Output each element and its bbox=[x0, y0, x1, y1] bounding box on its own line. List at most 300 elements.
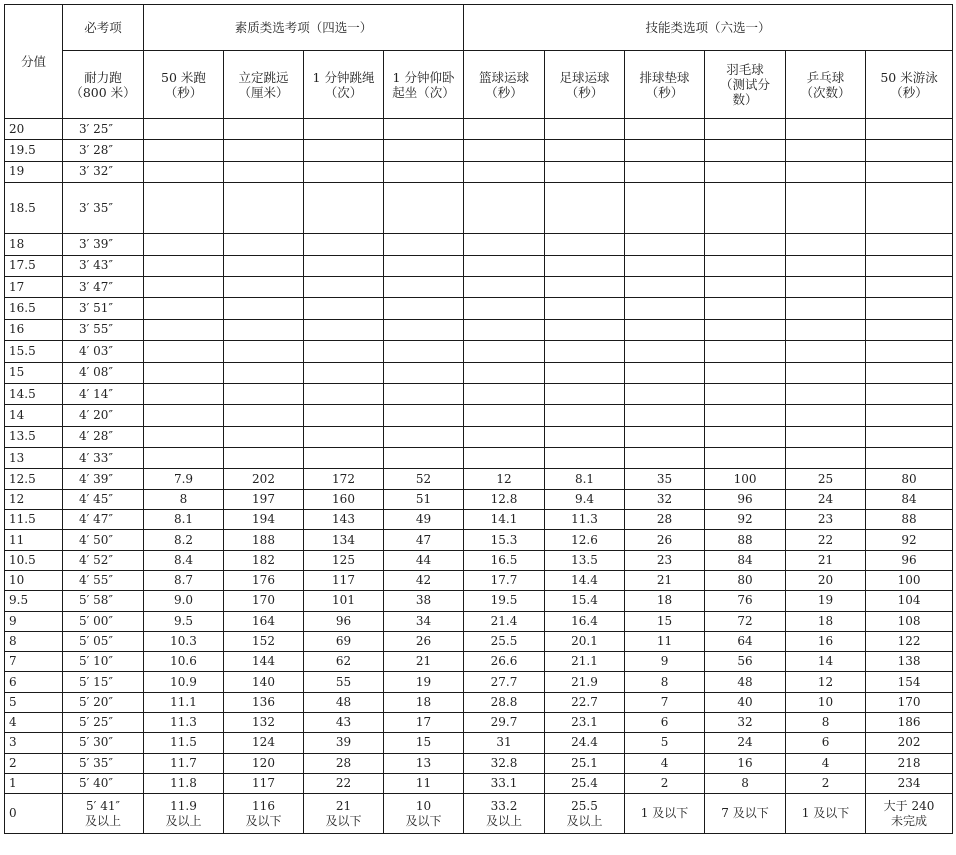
value-cell-table-tennis bbox=[786, 234, 866, 255]
value-cell-sit-ups: 26 bbox=[384, 631, 464, 651]
value-cell-volleyball-bump bbox=[625, 319, 705, 340]
value-cell-volleyball-bump: 21 bbox=[625, 570, 705, 590]
score-cell: 0 bbox=[5, 794, 63, 834]
value-cell-football-dribble bbox=[545, 255, 625, 276]
value-cell-badminton bbox=[705, 140, 786, 161]
value-cell-basketball-dribble: 12.8 bbox=[464, 489, 545, 509]
value-cell-football-dribble bbox=[545, 298, 625, 319]
value-cell-basketball-dribble bbox=[464, 140, 545, 161]
value-cell-standing-long-jump: 124 bbox=[224, 733, 304, 753]
skill-group-header: 技能类选项（六选一） bbox=[464, 5, 953, 51]
table-row bbox=[5, 426, 953, 447]
table-row bbox=[5, 510, 953, 530]
column-header-line: 篮球运球 bbox=[479, 69, 530, 85]
value-cell-badminton: 80 bbox=[705, 570, 786, 590]
score-cell: 9.5 bbox=[5, 591, 63, 611]
value-cell-swimming-50m bbox=[866, 341, 953, 362]
table-row bbox=[5, 234, 953, 255]
value-cell-swimming-50m: 138 bbox=[866, 652, 953, 672]
value-cell-standing-long-jump: 120 bbox=[224, 753, 304, 773]
value-cell-basketball-dribble bbox=[464, 319, 545, 340]
table-row bbox=[5, 794, 953, 834]
column-header-line: 起坐（次） bbox=[392, 84, 455, 100]
column-header-line: 50 米跑 bbox=[161, 69, 206, 85]
value-cell-basketball-dribble bbox=[464, 794, 545, 834]
value-cell-jump-rope bbox=[304, 161, 384, 182]
value-cell-table-tennis: 25 bbox=[786, 469, 866, 489]
value-cell-badminton bbox=[705, 319, 786, 340]
value-cell-jump-rope: 117 bbox=[304, 570, 384, 590]
value-cell-dash-50m bbox=[144, 119, 224, 140]
value-cell-sit-ups: 34 bbox=[384, 611, 464, 631]
score-cell: 6 bbox=[5, 672, 63, 692]
value-cell-swimming-50m: 80 bbox=[866, 469, 953, 489]
cell-line: 116 bbox=[252, 798, 275, 813]
value-cell-table-tennis: 8 bbox=[786, 713, 866, 733]
column-header-row bbox=[5, 51, 953, 119]
table-row bbox=[5, 362, 953, 383]
value-cell-badminton bbox=[705, 161, 786, 182]
value-cell-sit-ups bbox=[384, 341, 464, 362]
value-cell-dash-50m: 7.9 bbox=[144, 469, 224, 489]
value-cell-swimming-50m bbox=[866, 448, 953, 469]
endurance-run-cell: 3′ 35″ bbox=[63, 183, 144, 234]
value-cell-standing-long-jump bbox=[224, 341, 304, 362]
value-cell-standing-long-jump bbox=[224, 426, 304, 447]
value-cell-basketball-dribble: 29.7 bbox=[464, 713, 545, 733]
value-cell-standing-long-jump bbox=[224, 405, 304, 426]
score-cell: 12.5 bbox=[5, 469, 63, 489]
value-cell-dash-50m bbox=[144, 298, 224, 319]
table-row bbox=[5, 753, 953, 773]
value-cell-jump-rope: 69 bbox=[304, 631, 384, 651]
table-row bbox=[5, 405, 953, 426]
value-cell-volleyball-bump bbox=[625, 341, 705, 362]
value-cell-badminton bbox=[705, 234, 786, 255]
value-cell-badminton bbox=[705, 794, 786, 834]
value-cell-volleyball-bump: 9 bbox=[625, 652, 705, 672]
table-body bbox=[5, 119, 953, 834]
value-cell-basketball-dribble bbox=[464, 341, 545, 362]
value-cell-jump-rope: 28 bbox=[304, 753, 384, 773]
value-cell-standing-long-jump bbox=[224, 140, 304, 161]
endurance-run-cell: 4′ 28″ bbox=[63, 426, 144, 447]
value-cell-volleyball-bump bbox=[625, 234, 705, 255]
value-cell-dash-50m: 11.3 bbox=[144, 713, 224, 733]
value-cell-dash-50m bbox=[144, 319, 224, 340]
endurance-run-cell: 4′ 33″ bbox=[63, 448, 144, 469]
value-cell-volleyball-bump bbox=[625, 448, 705, 469]
value-cell-dash-50m bbox=[144, 183, 224, 234]
value-cell-sit-ups: 15 bbox=[384, 733, 464, 753]
endurance-run-cell: 3′ 43″ bbox=[63, 255, 144, 276]
value-cell-volleyball-bump: 28 bbox=[625, 510, 705, 530]
value-cell-sit-ups bbox=[384, 298, 464, 319]
value-cell-volleyball-bump: 6 bbox=[625, 713, 705, 733]
score-cell: 19.5 bbox=[5, 140, 63, 161]
value-cell-football-dribble: 22.7 bbox=[545, 692, 625, 712]
value-cell-volleyball-bump bbox=[625, 405, 705, 426]
endurance-run-cell: 4′ 08″ bbox=[63, 362, 144, 383]
value-cell-volleyball-bump bbox=[625, 140, 705, 161]
value-cell-jump-rope bbox=[304, 426, 384, 447]
value-cell-volleyball-bump bbox=[625, 161, 705, 182]
value-cell-basketball-dribble bbox=[464, 298, 545, 319]
column-header-line: 耐力跑 bbox=[84, 69, 122, 85]
value-cell-badminton: 48 bbox=[705, 672, 786, 692]
score-cell: 1 bbox=[5, 773, 63, 793]
value-cell-dash-50m bbox=[144, 234, 224, 255]
value-cell-basketball-dribble: 28.8 bbox=[464, 692, 545, 712]
value-cell-football-dribble bbox=[545, 161, 625, 182]
column-header-line: 1 分钟跳绳 bbox=[312, 69, 375, 85]
column-header-football-dribble bbox=[545, 51, 625, 119]
value-cell-badminton bbox=[705, 362, 786, 383]
value-cell-dash-50m bbox=[144, 161, 224, 182]
score-cell: 14.5 bbox=[5, 383, 63, 404]
value-cell-sit-ups bbox=[384, 161, 464, 182]
value-cell-jump-rope: 48 bbox=[304, 692, 384, 712]
required-group-header: 必考项 bbox=[63, 5, 144, 51]
value-cell-swimming-50m: 186 bbox=[866, 713, 953, 733]
value-cell-standing-long-jump bbox=[224, 383, 304, 404]
column-header-line: （测试分 bbox=[720, 77, 771, 92]
value-cell-sit-ups: 11 bbox=[384, 773, 464, 793]
value-cell-basketball-dribble bbox=[464, 255, 545, 276]
column-header-line: （秒） bbox=[890, 84, 928, 100]
column-header-line: 立定跳远 bbox=[238, 69, 289, 85]
value-cell-badminton: 32 bbox=[705, 713, 786, 733]
score-cell: 20 bbox=[5, 119, 63, 140]
score-cell: 16 bbox=[5, 319, 63, 340]
value-cell-jump-rope: 101 bbox=[304, 591, 384, 611]
value-cell-swimming-50m: 108 bbox=[866, 611, 953, 631]
score-table bbox=[4, 4, 953, 834]
column-header-line: 数） bbox=[732, 92, 758, 107]
score-cell: 15 bbox=[5, 362, 63, 383]
endurance-run-cell: 5′ 05″ bbox=[63, 631, 144, 651]
score-cell: 7 bbox=[5, 652, 63, 672]
value-cell-swimming-50m: 170 bbox=[866, 692, 953, 712]
value-cell-sit-ups bbox=[384, 319, 464, 340]
value-cell-dash-50m: 8.7 bbox=[144, 570, 224, 590]
value-cell-badminton bbox=[705, 276, 786, 297]
endurance-run-cell: 4′ 55″ bbox=[63, 570, 144, 590]
value-cell-football-dribble: 24.4 bbox=[545, 733, 625, 753]
cell-line: 及以上 bbox=[84, 813, 121, 828]
value-cell-standing-long-jump: 140 bbox=[224, 672, 304, 692]
value-cell-football-dribble: 14.4 bbox=[545, 570, 625, 590]
cell-line: 11.9 bbox=[170, 798, 197, 813]
value-cell-swimming-50m bbox=[866, 794, 953, 834]
table-row bbox=[5, 733, 953, 753]
value-cell-volleyball-bump bbox=[625, 119, 705, 140]
value-cell-dash-50m bbox=[144, 794, 224, 834]
value-cell-volleyball-bump bbox=[625, 383, 705, 404]
value-cell-badminton: 100 bbox=[705, 469, 786, 489]
value-cell-swimming-50m bbox=[866, 276, 953, 297]
value-cell-table-tennis: 2 bbox=[786, 773, 866, 793]
value-cell-standing-long-jump: 176 bbox=[224, 570, 304, 590]
endurance-run-cell: 5′ 10″ bbox=[63, 652, 144, 672]
table-row bbox=[5, 276, 953, 297]
score-cell: 15.5 bbox=[5, 341, 63, 362]
value-cell-swimming-50m bbox=[866, 426, 953, 447]
value-cell-football-dribble bbox=[545, 362, 625, 383]
value-cell-table-tennis bbox=[786, 362, 866, 383]
value-cell-dash-50m: 11.8 bbox=[144, 773, 224, 793]
value-cell-badminton: 84 bbox=[705, 550, 786, 570]
column-header-line: （800 米） bbox=[70, 84, 136, 100]
value-cell-table-tennis bbox=[786, 426, 866, 447]
score-cell: 8 bbox=[5, 631, 63, 651]
score-cell: 10.5 bbox=[5, 550, 63, 570]
value-cell-swimming-50m bbox=[866, 319, 953, 340]
value-cell-sit-ups bbox=[384, 276, 464, 297]
value-cell-dash-50m: 10.6 bbox=[144, 652, 224, 672]
value-cell-badminton bbox=[705, 405, 786, 426]
endurance-run-cell: 5′ 40″ bbox=[63, 773, 144, 793]
value-cell-basketball-dribble: 32.8 bbox=[464, 753, 545, 773]
value-cell-table-tennis bbox=[786, 448, 866, 469]
value-cell-dash-50m: 9.0 bbox=[144, 591, 224, 611]
value-cell-table-tennis: 10 bbox=[786, 692, 866, 712]
table-row bbox=[5, 773, 953, 793]
value-cell-standing-long-jump bbox=[224, 161, 304, 182]
value-cell-table-tennis: 23 bbox=[786, 510, 866, 530]
table-row bbox=[5, 119, 953, 140]
column-header-line: 排球垫球 bbox=[639, 69, 690, 85]
endurance-run-cell: 3′ 32″ bbox=[63, 161, 144, 182]
endurance-run-cell: 3′ 47″ bbox=[63, 276, 144, 297]
value-cell-jump-rope: 43 bbox=[304, 713, 384, 733]
score-cell: 5 bbox=[5, 692, 63, 712]
value-cell-swimming-50m bbox=[866, 298, 953, 319]
value-cell-table-tennis: 6 bbox=[786, 733, 866, 753]
table-row bbox=[5, 672, 953, 692]
value-cell-basketball-dribble bbox=[464, 362, 545, 383]
value-cell-sit-ups: 49 bbox=[384, 510, 464, 530]
value-cell-football-dribble bbox=[545, 794, 625, 834]
value-cell-basketball-dribble bbox=[464, 448, 545, 469]
column-header-line: （秒） bbox=[645, 84, 684, 100]
endurance-run-cell: 3′ 39″ bbox=[63, 234, 144, 255]
value-cell-standing-long-jump bbox=[224, 298, 304, 319]
column-header-sit-ups bbox=[384, 51, 464, 119]
value-cell-swimming-50m: 100 bbox=[866, 570, 953, 590]
value-cell-dash-50m bbox=[144, 276, 224, 297]
value-cell-football-dribble bbox=[545, 234, 625, 255]
endurance-run-cell: 4′ 45″ bbox=[63, 489, 144, 509]
value-cell-sit-ups: 47 bbox=[384, 530, 464, 550]
value-cell-badminton bbox=[705, 298, 786, 319]
value-cell-football-dribble: 8.1 bbox=[545, 469, 625, 489]
value-cell-football-dribble: 25.4 bbox=[545, 773, 625, 793]
endurance-run-cell: 4′ 20″ bbox=[63, 405, 144, 426]
value-cell-jump-rope: 160 bbox=[304, 489, 384, 509]
column-header-line: （厘米） bbox=[238, 84, 289, 100]
value-cell-badminton bbox=[705, 426, 786, 447]
value-cell-standing-long-jump bbox=[224, 234, 304, 255]
cell-line: 大于 240 bbox=[883, 798, 935, 813]
value-cell-volleyball-bump: 35 bbox=[625, 469, 705, 489]
value-cell-standing-long-jump: 152 bbox=[224, 631, 304, 651]
table-row bbox=[5, 341, 953, 362]
value-cell-standing-long-jump: 194 bbox=[224, 510, 304, 530]
value-cell-basketball-dribble: 33.1 bbox=[464, 773, 545, 793]
value-cell-standing-long-jump bbox=[224, 255, 304, 276]
table-row bbox=[5, 713, 953, 733]
value-cell-dash-50m: 9.5 bbox=[144, 611, 224, 631]
value-cell-sit-ups: 21 bbox=[384, 652, 464, 672]
value-cell-jump-rope bbox=[304, 234, 384, 255]
value-cell-sit-ups bbox=[384, 140, 464, 161]
value-cell-sit-ups: 18 bbox=[384, 692, 464, 712]
value-cell-table-tennis: 24 bbox=[786, 489, 866, 509]
score-cell: 19 bbox=[5, 161, 63, 182]
table-row bbox=[5, 255, 953, 276]
value-cell-jump-rope bbox=[304, 448, 384, 469]
value-cell-swimming-50m: 122 bbox=[866, 631, 953, 651]
value-cell-table-tennis bbox=[786, 794, 866, 834]
value-cell-table-tennis bbox=[786, 119, 866, 140]
quality-group-header: 素质类选考项（四选一） bbox=[144, 5, 464, 51]
value-cell-football-dribble: 12.6 bbox=[545, 530, 625, 550]
value-cell-table-tennis: 4 bbox=[786, 753, 866, 773]
value-cell-volleyball-bump: 5 bbox=[625, 733, 705, 753]
column-header-line: 50 米游泳 bbox=[880, 69, 938, 85]
value-cell-sit-ups bbox=[384, 383, 464, 404]
value-cell-standing-long-jump: 182 bbox=[224, 550, 304, 570]
value-cell-table-tennis bbox=[786, 183, 866, 234]
table-row bbox=[5, 319, 953, 340]
value-cell-football-dribble: 13.5 bbox=[545, 550, 625, 570]
value-cell-jump-rope bbox=[304, 255, 384, 276]
value-cell-standing-long-jump: 132 bbox=[224, 713, 304, 733]
value-cell-sit-ups bbox=[384, 448, 464, 469]
value-cell-sit-ups bbox=[384, 183, 464, 234]
value-cell-sit-ups: 52 bbox=[384, 469, 464, 489]
endurance-run-cell: 4′ 14″ bbox=[63, 383, 144, 404]
value-cell-football-dribble: 16.4 bbox=[545, 611, 625, 631]
value-cell-table-tennis: 18 bbox=[786, 611, 866, 631]
endurance-run-cell: 4′ 50″ bbox=[63, 530, 144, 550]
value-cell-table-tennis bbox=[786, 276, 866, 297]
value-cell-basketball-dribble: 16.5 bbox=[464, 550, 545, 570]
value-cell-dash-50m: 11.1 bbox=[144, 692, 224, 712]
table-row bbox=[5, 652, 953, 672]
value-cell-table-tennis bbox=[786, 341, 866, 362]
endurance-run-cell: 4′ 39″ bbox=[63, 469, 144, 489]
value-cell-volleyball-bump: 2 bbox=[625, 773, 705, 793]
value-cell-badminton bbox=[705, 119, 786, 140]
value-cell-standing-long-jump: 188 bbox=[224, 530, 304, 550]
value-cell-table-tennis: 16 bbox=[786, 631, 866, 651]
value-cell-football-dribble bbox=[545, 426, 625, 447]
value-cell-badminton: 40 bbox=[705, 692, 786, 712]
value-cell-sit-ups: 19 bbox=[384, 672, 464, 692]
column-header-jump-rope bbox=[304, 51, 384, 119]
value-cell-dash-50m: 8.1 bbox=[144, 510, 224, 530]
score-header: 分值 bbox=[5, 5, 63, 119]
value-cell-sit-ups bbox=[384, 426, 464, 447]
cell-line: 7 及以下 bbox=[721, 806, 769, 821]
value-cell-football-dribble bbox=[545, 140, 625, 161]
value-cell-sit-ups: 44 bbox=[384, 550, 464, 570]
value-cell-badminton bbox=[705, 341, 786, 362]
endurance-run-cell: 3′ 25″ bbox=[63, 119, 144, 140]
value-cell-jump-rope bbox=[304, 298, 384, 319]
value-cell-sit-ups: 42 bbox=[384, 570, 464, 590]
value-cell-badminton: 92 bbox=[705, 510, 786, 530]
value-cell-dash-50m: 10.3 bbox=[144, 631, 224, 651]
value-cell-basketball-dribble: 26.6 bbox=[464, 652, 545, 672]
value-cell-swimming-50m bbox=[866, 405, 953, 426]
column-header-badminton bbox=[705, 51, 786, 119]
value-cell-jump-rope bbox=[304, 341, 384, 362]
value-cell-swimming-50m bbox=[866, 161, 953, 182]
value-cell-standing-long-jump: 170 bbox=[224, 591, 304, 611]
value-cell-jump-rope bbox=[304, 362, 384, 383]
value-cell-volleyball-bump: 32 bbox=[625, 489, 705, 509]
value-cell-table-tennis: 22 bbox=[786, 530, 866, 550]
value-cell-volleyball-bump: 15 bbox=[625, 611, 705, 631]
value-cell-swimming-50m: 84 bbox=[866, 489, 953, 509]
endurance-run-cell: 5′ 30″ bbox=[63, 733, 144, 753]
value-cell-volleyball-bump bbox=[625, 255, 705, 276]
value-cell-volleyball-bump bbox=[625, 183, 705, 234]
value-cell-badminton: 8 bbox=[705, 773, 786, 793]
value-cell-sit-ups bbox=[384, 255, 464, 276]
value-cell-jump-rope bbox=[304, 319, 384, 340]
value-cell-badminton bbox=[705, 448, 786, 469]
value-cell-badminton bbox=[705, 255, 786, 276]
value-cell-jump-rope bbox=[304, 794, 384, 834]
table-row bbox=[5, 183, 953, 234]
value-cell-table-tennis bbox=[786, 161, 866, 182]
table-row bbox=[5, 140, 953, 161]
cell-line: 及以上 bbox=[165, 813, 202, 828]
value-cell-table-tennis: 12 bbox=[786, 672, 866, 692]
value-cell-standing-long-jump: 144 bbox=[224, 652, 304, 672]
score-cell: 11.5 bbox=[5, 510, 63, 530]
value-cell-football-dribble: 9.4 bbox=[545, 489, 625, 509]
value-cell-volleyball-bump: 8 bbox=[625, 672, 705, 692]
value-cell-table-tennis bbox=[786, 298, 866, 319]
value-cell-jump-rope: 62 bbox=[304, 652, 384, 672]
endurance-run-cell: 4′ 47″ bbox=[63, 510, 144, 530]
value-cell-jump-rope bbox=[304, 119, 384, 140]
value-cell-football-dribble bbox=[545, 319, 625, 340]
value-cell-volleyball-bump: 7 bbox=[625, 692, 705, 712]
column-header-swimming-50m bbox=[866, 51, 953, 119]
score-cell: 9 bbox=[5, 611, 63, 631]
value-cell-swimming-50m bbox=[866, 383, 953, 404]
value-cell-swimming-50m: 92 bbox=[866, 530, 953, 550]
value-cell-table-tennis: 14 bbox=[786, 652, 866, 672]
value-cell-football-dribble bbox=[545, 383, 625, 404]
value-cell-basketball-dribble: 19.5 bbox=[464, 591, 545, 611]
cell-line: 未完成 bbox=[891, 813, 928, 828]
value-cell-volleyball-bump: 11 bbox=[625, 631, 705, 651]
value-cell-jump-rope bbox=[304, 405, 384, 426]
value-cell-swimming-50m bbox=[866, 183, 953, 234]
table-row bbox=[5, 448, 953, 469]
column-header-line: 足球运球 bbox=[559, 69, 610, 85]
table-row bbox=[5, 469, 953, 489]
value-cell-dash-50m: 11.7 bbox=[144, 753, 224, 773]
value-cell-jump-rope bbox=[304, 140, 384, 161]
